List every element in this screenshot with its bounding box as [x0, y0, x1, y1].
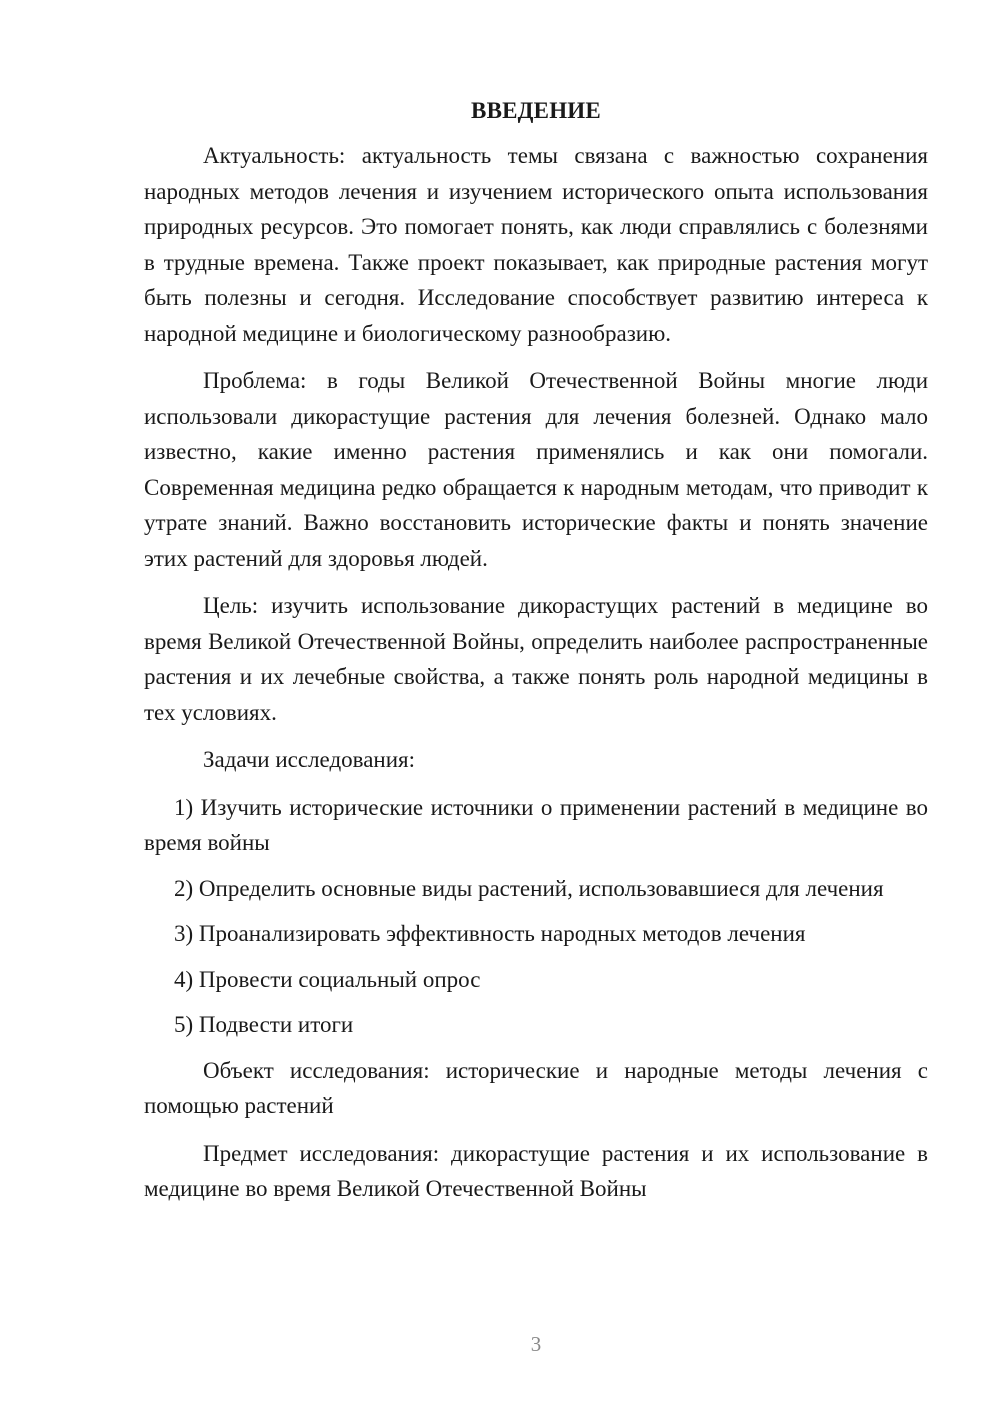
page-number: 3: [530, 1332, 542, 1356]
task-item: 3) Проанализировать эффективность народных методов лечения: [174, 921, 806, 946]
task-item: 2) Определить основные виды растений, использовавшиеся для лечения: [174, 875, 884, 901]
task-item: 5) Подвести итоги: [174, 1012, 354, 1037]
goal-paragraph: Цель: изучить использование дикорастущих растений в медицине во время Великой Отечественной Войны, определить наиболее распространенные растения и их лечебные свойства, а также понять роль народной медицины в тех условиях.: [144, 593, 928, 725]
tasks-list: [144, 790, 928, 1043]
relevance-paragraph: Актуальность: актуальность темы связана с важностью сохранения народных методов лечения и изучением исторического опыта использования природных ресурсов. Это помогает понять, как люди справлялись с болезнями в трудные времена. Также проект показывает, как природные растения могут быть полезны и сегодня. Исследование способствует развитию интереса к народной медицине и биологическому разнообразию.: [144, 143, 928, 346]
object-paragraph: Объект исследования: исторические и народные методы лечения с помощью растений: [144, 1057, 928, 1118]
section-title: ВВЕДЕНИЕ: [471, 98, 601, 123]
subject-paragraph: Предмет исследования: дикорастущие растения и их использование в медицине во время Великой Отечественной Войны: [144, 1140, 928, 1201]
page-content: [144, 96, 928, 1219]
problem-paragraph: Проблема: в годы Великой Отечественной Войны многие люди использовали дикорастущие растения для лечения болезней. Однако мало известно, какие именно растения применялись и как они помогали. Современная медицина редко обращается к народным методам, что приводит к утрате знаний. Важно восстановить исторические факты и понять значение этих растений для здоровья людей.: [144, 368, 928, 571]
task-item: 1) Изучить исторические источники о применении растений в медицине во время войны: [144, 794, 928, 855]
tasks-heading: Задачи исследования:: [203, 747, 416, 772]
task-item: 4) Провести социальный опрос: [174, 966, 481, 992]
